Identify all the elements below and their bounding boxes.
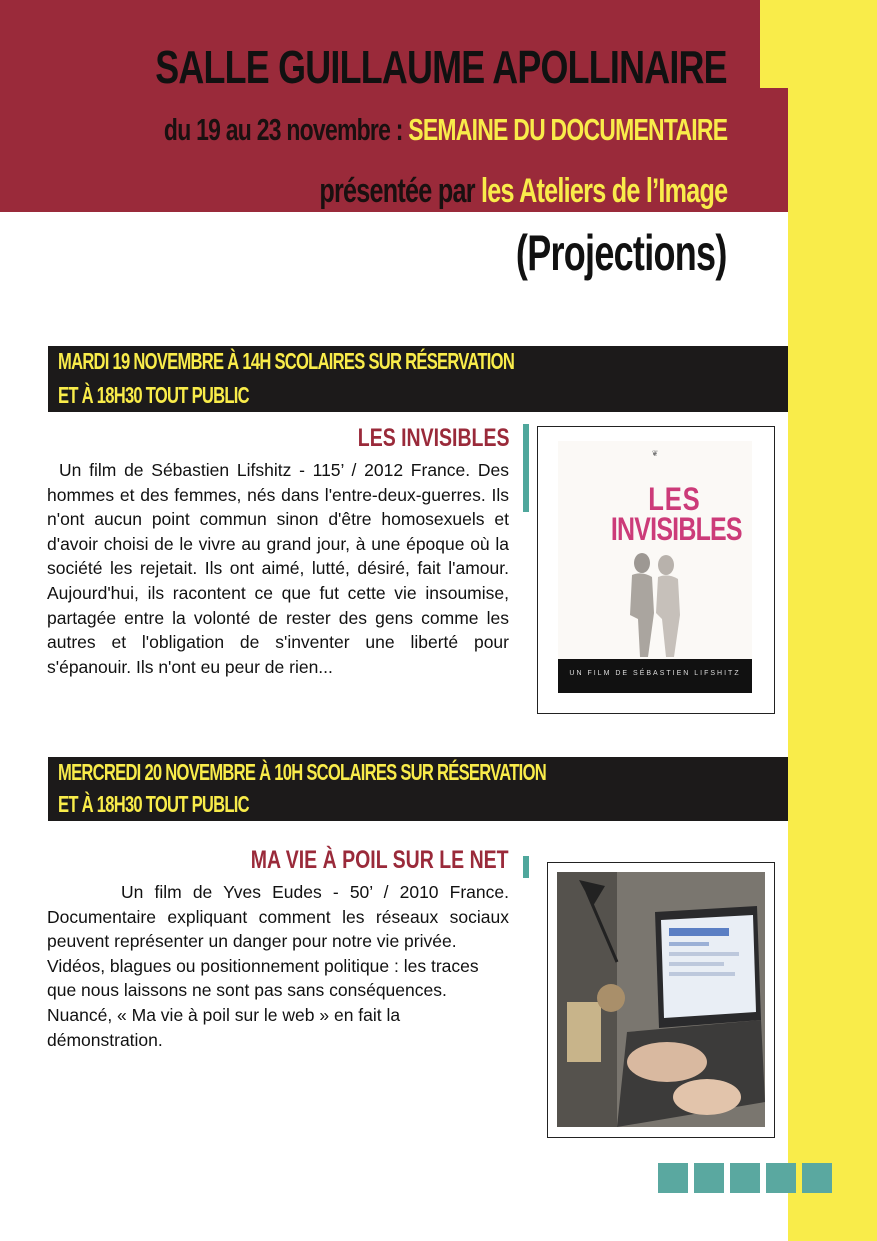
presenter-org: les Ateliers de l’Image: [480, 172, 727, 210]
session-1-date-line2: ET À 18H30 TOUT PUBLIC: [58, 382, 249, 408]
film-2-description-p2: Vidéos, blagues ou positionnement politique : les traces que nous laissons ne sont pas sans conséquences. Nuancé, « Ma vie à poil sur le web » en fait la démonstration.: [47, 955, 479, 1050]
session-2-date-band: [48, 757, 788, 821]
header-band-extension: [760, 88, 788, 212]
poster-couple-illustration: [600, 549, 710, 661]
decorative-squares: [658, 1163, 832, 1193]
square-4: [766, 1163, 796, 1193]
film-1-description: Un film de Sébastien Lifshitz - 115’ / 2012 France. Des hommes et des femmes, nés dans l'entre-deux-guerres. Ils n'ont aucun point commun sinon d'être homosexuels et d'avoir choisi de le vivre au grand jour, à une époque où la société les rejetait. Ils ont aimé, lutté, désiré, fait l'amour. Aujourd'hui, ils racontent ce que fut cette vie insoumise, partagée entre la volonté de rester des gens comme les autres et l'obligation de s'inventer une liberté pour s'épanouir. Ils n'ont eu peur de rien...: [47, 460, 509, 677]
event-dates-line: [164, 112, 727, 148]
presenter-line: [319, 172, 727, 211]
poster-laurel-icon: ❦: [651, 449, 659, 458]
event-dates: du 19 au 23 novembre :: [163, 112, 403, 147]
poster-word-2: INVISIBLES: [610, 511, 742, 547]
film-2-description-p1: Un film de Yves Eudes - 50’ / 2010 France. Documentaire expliquant comment les réseaux sociaux peuvent représenter un danger pour notre vie privée.: [47, 882, 509, 952]
film-1-title: LES INVISIBLES: [357, 424, 509, 452]
poster-credit: UN FILM DE SÉBASTIEN LIFSHITZ: [558, 659, 752, 693]
square-3: [730, 1163, 760, 1193]
session-2-date-line1: MERCREDI 20 NOVEMBRE À 10H SCOLAIRES SUR RÉSERVATION: [58, 759, 546, 785]
laptop-photo-illustration: [557, 872, 765, 1127]
film-2-description: [47, 880, 509, 1052]
teal-accent-mark: [523, 424, 529, 512]
square-2: [694, 1163, 724, 1193]
film-2-photo: [557, 872, 765, 1127]
session-1-date-line1: MARDI 19 NOVEMBRE À 14H SCOLAIRES SUR RÉSERVATION: [58, 348, 515, 374]
poster-word-1: LES: [648, 481, 701, 517]
venue-title: SALLE GUILLAUME APOLLINAIRE: [155, 41, 727, 93]
teal-accent-mark-2: [523, 856, 529, 878]
page-subtitle: (Projections): [516, 225, 727, 281]
film-1-poster-frame: [537, 426, 775, 714]
square-1: [658, 1163, 688, 1193]
square-5: [802, 1163, 832, 1193]
film-2-title: MA VIE À POIL SUR LE NET: [251, 846, 509, 874]
film-2-photo-frame: [547, 862, 775, 1138]
presenter-prefix: présentée par: [318, 172, 475, 210]
session-1-date-band: [48, 346, 788, 412]
session-2-date-line2: ET À 18H30 TOUT PUBLIC: [58, 791, 249, 817]
event-name: SEMAINE DU DOCUMENTAIRE: [407, 112, 727, 147]
yellow-corner-block: [760, 0, 877, 88]
film-1-poster: [558, 441, 752, 693]
yellow-side-bar: [788, 88, 877, 1241]
